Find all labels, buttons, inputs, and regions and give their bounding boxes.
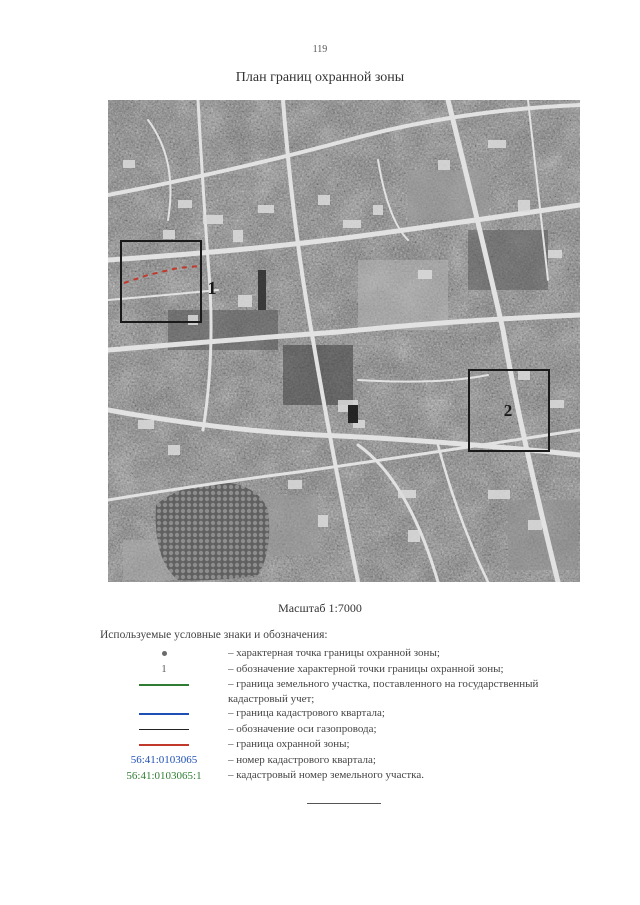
point-number-symbol: 1 <box>161 663 167 675</box>
legend-item-quarter-boundary <box>100 706 600 722</box>
scale-label: Масштаб 1:7000 <box>278 601 362 615</box>
legend-text: – кадастровый номер земельного участка. <box>228 769 424 781</box>
legend-title: Используемые условные знаки и обозначения: <box>100 629 328 641</box>
legend-item-quarter-number <box>100 753 600 769</box>
cadastral-number-symbol: 56:41:0103065:1 <box>126 769 202 782</box>
page-title: План границ охранной зоны <box>235 70 405 85</box>
green-line-symbol <box>139 684 189 686</box>
legend-item-land-plot-boundary <box>100 677 600 706</box>
legend-item-cadastral-number <box>100 768 600 784</box>
blue-line-symbol <box>139 713 189 715</box>
legend-item-point-number <box>100 662 600 678</box>
legend-item-boundary-point <box>100 646 600 662</box>
legend-item-gas-pipeline-axis <box>100 722 600 738</box>
legend-text: – обозначение характерной точки границы охранной зоны; <box>228 662 504 675</box>
red-line-symbol <box>139 744 189 746</box>
aerial-map-svg <box>108 100 580 582</box>
point-label-2: 2 <box>503 401 513 420</box>
legend-item-protection-zone <box>100 737 600 753</box>
boundary-point-symbol <box>162 651 167 656</box>
legend-text: – граница земельного участка, поставленного на государственный кадастровый учет; <box>228 678 539 705</box>
point-label-1: 1 <box>207 278 217 298</box>
forest-area <box>156 482 270 580</box>
legend <box>100 646 600 784</box>
aerial-map <box>108 100 580 582</box>
legend-text: – номер кадастрового квартала; <box>228 753 376 766</box>
bottom-divider <box>307 803 381 804</box>
legend-text: – граница кадастрового квартала; <box>228 707 385 719</box>
page-number: 119 <box>312 44 328 55</box>
quarter-number-symbol: 56:41:0103065 <box>130 754 198 767</box>
legend-text: – обозначение оси газопровода; <box>228 722 377 735</box>
legend-text: – характерная точка границы охранной зоны; <box>228 647 440 659</box>
legend-text: – граница охранной зоны; <box>228 738 350 750</box>
black-line-symbol <box>139 729 189 730</box>
